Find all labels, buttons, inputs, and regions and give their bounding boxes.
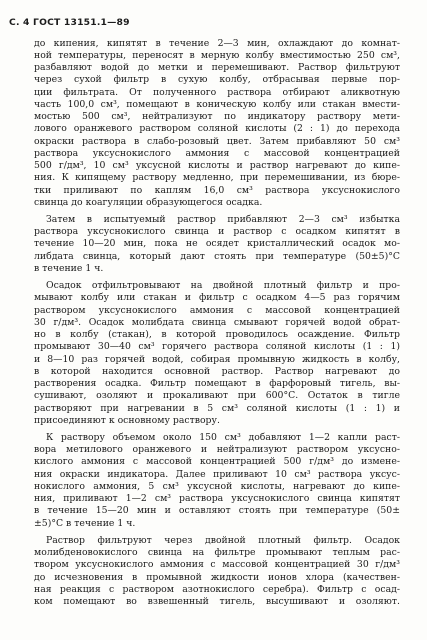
text-line: вора метилового оранжевого и нейтрализуют раствором уксусно- [34,444,400,455]
text-line: в течение 1 ч. [34,263,104,274]
text-line: Раствор фильтруют через двойной плотный фильтр. Осадок [46,535,400,546]
text-line: до кипения, кипятят в течение 2—3 мин, охлаждают до комнат- [34,38,400,49]
text-line: через сухой фильтр в сухую колбу, отбрасывая первые пор- [34,74,400,85]
text-line: окраски раствора в слабо-розовый цвет. Затем прибавляют 50 см³ [34,136,400,147]
page-header: С. 4 ГОСТ 13151.1—89 [9,17,130,28]
text-line: Осадок отфильтровывают на двойной плотный фильтр и про- [46,280,400,291]
text-line: ния. К кипящему раствору медленно, при перемешивании, из бюре- [34,172,400,183]
text-line: и 8—10 раз горячей водой, собирая промывную жидкость в колбу, [34,354,400,365]
text-line: либдата свинца, который дают стоять при температуре (50±5)°С [34,251,400,262]
text-line: ной температуры, переносят в мерную колбу вместимостью 250 см³, [34,50,400,61]
text-line: 500 г/дм³, 10 см³ уксусной кислоты и раствор нагревают до кипе- [34,160,400,171]
text-line: твором уксуснокислого аммония с массовой концентрацией 30 г/дм³ [34,559,400,570]
text-line: растворения осадка. Фильтр помещают в фарфоровый тигель, вы- [34,378,400,389]
text-line: присоединяют к основному раствору. [34,415,220,426]
text-line: раствора уксуснокислого свинца и раствор с осадком кипятят в [34,226,400,237]
text-line: часть 100,0 см³, помещают в коническую колбу или стакан вмести- [34,99,400,110]
text-line: раствора уксуснокислого аммония с массовой концентрацией [34,148,400,159]
text-line: молибденовокислого свинца на фильтре промывают теплым рас- [34,547,400,558]
text-line: в которой находится основной раствор. Раствор нагревают до [34,366,400,377]
text-line: лового оранжевого раствором соляной кислоты (2 : 1) до перехода [34,123,400,134]
text-line: Затем в испытуемый раствор прибавляют 2—3 см³ избытка [46,214,400,225]
text-line: свинца до коагуляции образующегося осадка. [34,197,263,208]
text-line: мостью 500 см³, нейтрализуют по индикатору раствору мети- [34,111,400,122]
text-line: сушивают, озоляют и прокаливают при 600°С. Остаток в тигле [34,390,400,401]
text-line: в течение 15—20 мин и оставляют стоять при температуре (50± [34,505,400,516]
text-line: 30 г/дм³. Осадок молибдата свинца смывают горячей водой обрат- [34,317,400,328]
text-line: но в колбу (стакан), в которой проводилось осаждение. Фильтр [34,329,400,340]
text-line: мывают колбу или стакан и фильтр с осадком 4—5 раз горячим [34,292,400,303]
text-line: ния, приливают 1—2 см³ раствора уксуснокислого свинца кипятят [34,493,400,504]
text-line: растворяют при нагревании в 5 см³ соляной кислоты (1 : 1) и [34,403,400,414]
text-line: ния окраски индикатора. Далее приливают 10 см³ раствора уксус- [34,469,400,480]
text-line: ±5)°С в течение 1 ч. [34,518,136,529]
text-line: ком помещают во взвешенный тигель, высушивают и озоляют. [34,596,400,607]
text-line: кислого аммония с массовой концентрацией 500 г/дм³ до измене- [34,456,400,467]
text-line: ная реакция с раствором азотнокислого серебра). Фильтр с осад- [34,584,400,595]
text-line: раствором уксуснокислого аммония с массовой концентрацией [34,305,400,316]
text-line: разбавляют водой до метки и перемешивают. Раствор фильтруют [34,62,400,73]
text-line: К раствору объемом около 150 см³ добавляют 1—2 капли раст- [46,432,400,443]
text-line: ции фильтрата. От полученного раствора отбирают аликвотную [34,87,400,98]
text-line: до исчезновения в промывной жидкости ионов хлора (качествен- [34,572,400,583]
text-line: нокислого аммония, 5 см³ уксусной кислоты, нагревают до кипе- [34,481,400,492]
text-line: тки приливают по каплям 16,0 см³ раствора уксуснокислого [34,185,400,196]
text-line: промывают 30—40 см³ горячего раствора соляной кислоты (1 : 1) [34,341,400,352]
text-line: течение 10—20 мин, пока не осядет кристаллический осадок мо- [34,238,400,249]
